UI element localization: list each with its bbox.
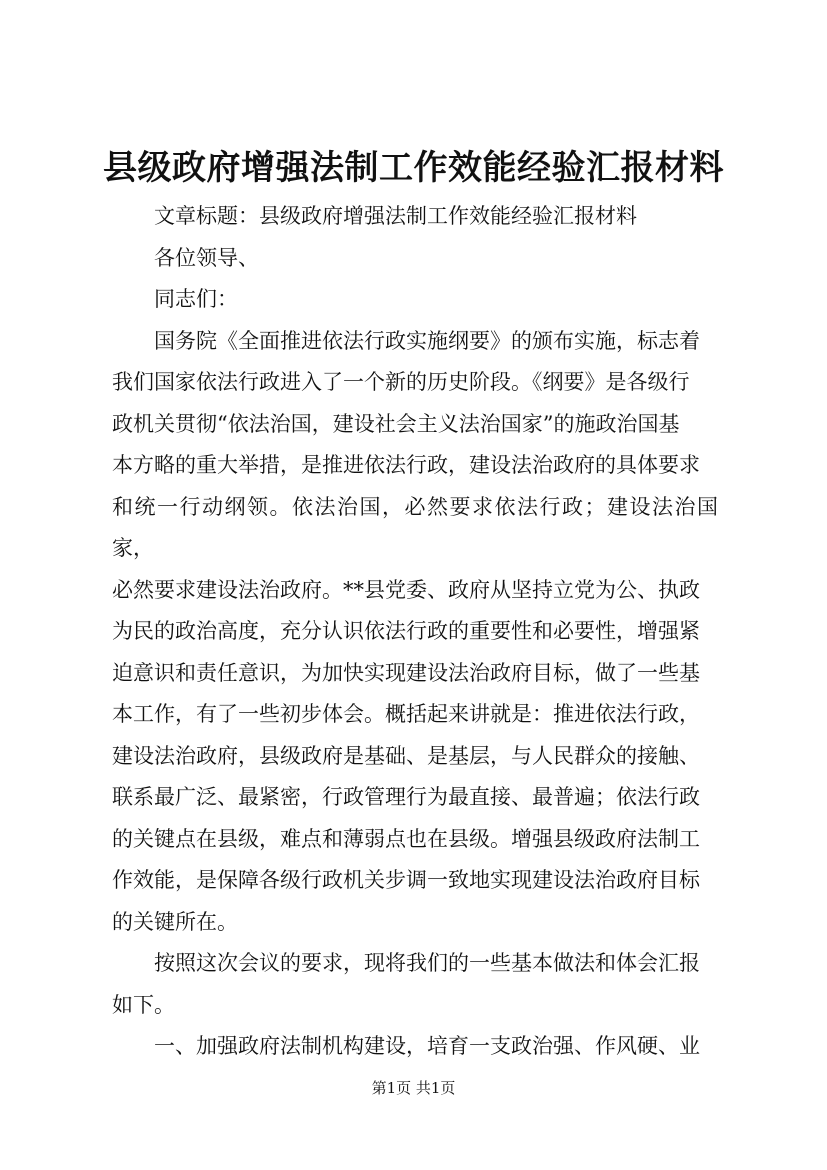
body-paragraph: 国务院《全面推进依法行政实施纲要》的颁布实施，标志着 我们国家依法行政进入了一个新的历史阶段。《纲要》是各级行 政机关贯彻“依法治国，建设社会主义法治国家”的施政治国基 本方略的重大举措，是推进依法行政，建设法治政府的具体要求 和统一行动纲领。依法治国，必然要求依法行政；建设法治国家， 必然要求建设法治政府。**县党委、政府从坚持立党为公、执政 为民的政治高度，充分认识依法行政的重要性和必要性，增强紧 迫意识和责任意识，为加快实现建设法治政府目标，做了一些基 本工作，有了一些初步体会。概括起来讲就是：推进依法行政， 建设法治政府，县级政府是基础、是基层，与人民群众的接触、 联系最广泛、最紧密，行政管理行为最直接、最普遍；依法行政 的关键点在县级，难点和薄弱点也在县级。增强县级政府法制工 作效能，是保障各级行政机关步调一致地实现建设法治政府目标 的关键所在。: [112, 328, 718, 934]
salutation-comrades: 同志们：: [154, 287, 238, 311]
body-paragraph: 按照这次会议的要求，现将我们的一些基本做法和体会汇报 如下。: [112, 951, 700, 1017]
page-title: 县级政府增强法制工作效能经验汇报材料: [103, 148, 724, 188]
document-body: [112, 196, 718, 1068]
page-number-footer: 第1页 共1页: [371, 1079, 456, 1097]
article-title-line: 文章标题：县级政府增强法制工作效能经验汇报材料: [154, 204, 637, 228]
salutation-leaders: 各位领导、: [154, 245, 259, 270]
section-heading: 一、加强政府法制机构建设，培育一支政治强、作风硬、业: [154, 1034, 700, 1058]
